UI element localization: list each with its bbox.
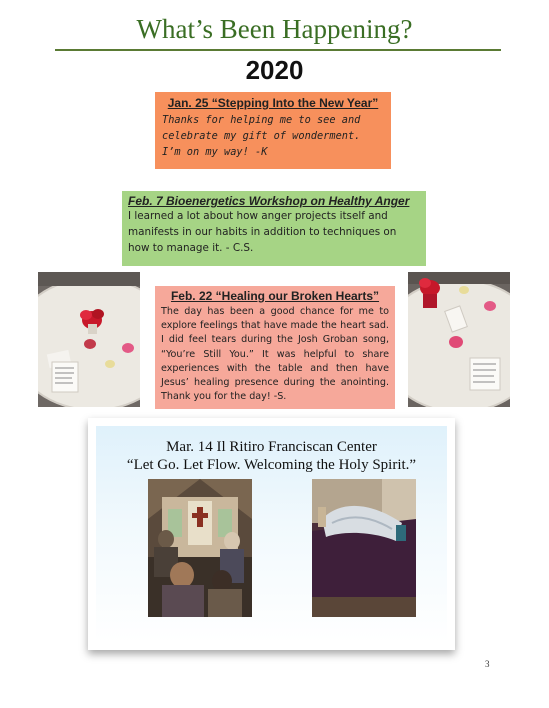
mar-event-title [96,438,447,474]
feb22-event-box [155,286,395,409]
feb22-event-text: The day has been a good chance for me to explore feelings that have made the heart sad. I did feel tears during the Josh Groban song, “You’re Still You.” It was helpful to share experiences with the table and then have Jesus’ healing presence during the anointing. Thank you for the day! -S. [161,306,389,403]
feb7-event-text: I learned a lot about how anger projects itself and manifests in our habits in addition to techniques on how to manage it. - C.S. [128,210,397,254]
table-setting-photo-left [38,272,140,407]
feb7-event-heading: Feb. 7 Bioenergetics Workshop on Healthy Anger [128,194,410,208]
retreat-room-photo [148,479,252,617]
jan-event-text: Thanks for helping me to see and celebrate my gift of wonderment. I’m on my way! -K [162,114,361,158]
feb7-event-box [122,191,426,266]
mar-event-line2: “Let Go. Let Flow. Welcoming the Holy Spirit.” [126,457,417,473]
year-heading: 2020 [245,55,304,85]
jan-event-box [155,92,391,169]
prayer-table-photo [312,479,416,617]
jan-event-heading: Jan. 25 “Stepping Into the New Year” [167,96,379,110]
feb22-event-heading: Feb. 22 “Healing our Broken Hearts” [170,289,380,303]
page-number: 3 [485,659,490,669]
page-title: What’s Been Happening? [136,14,413,44]
table-setting-photo-right [408,272,510,407]
title-divider [55,49,501,51]
mar-event-line1: Mar. 14 Il Ritiro Franciscan Center [166,439,377,455]
